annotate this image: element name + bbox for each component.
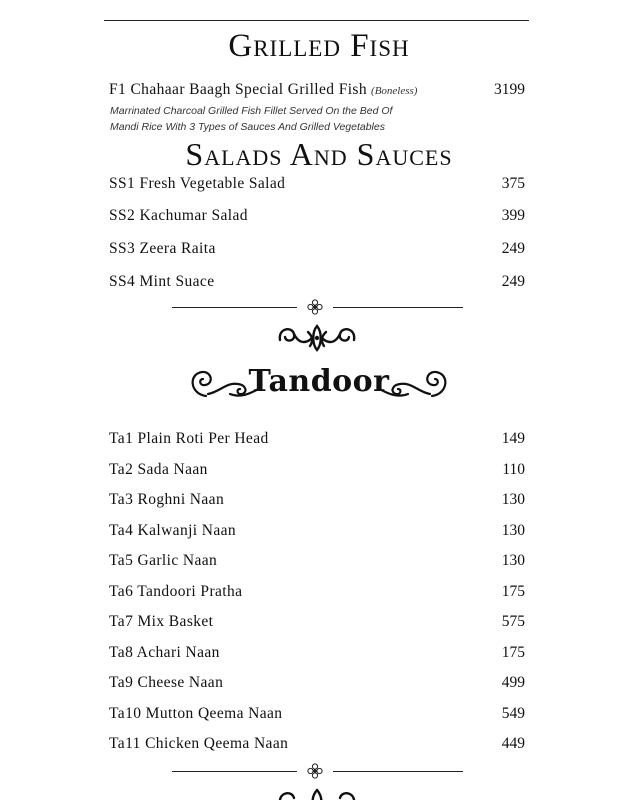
item-name: SS2 Kachumar Salad bbox=[109, 207, 248, 224]
item-price: 449 bbox=[501, 735, 525, 752]
item-description bbox=[110, 103, 440, 135]
item-price: 130 bbox=[501, 491, 525, 508]
menu-item bbox=[109, 273, 525, 295]
scroll-ornament-icon bbox=[272, 318, 362, 358]
item-name: Ta7 Mix Basket bbox=[109, 613, 214, 630]
flower-ornament-icon bbox=[307, 299, 323, 315]
menu-item bbox=[109, 207, 525, 229]
menu-item bbox=[109, 175, 525, 197]
item-name: Ta5 Garlic Naan bbox=[109, 552, 218, 569]
description-line: Mandi Rice With 3 Types of Sauces And Grilled Vegetables bbox=[110, 121, 385, 133]
menu-item bbox=[109, 674, 525, 696]
item-name: Ta2 Sada Naan bbox=[109, 461, 208, 478]
item-name: SS4 Mint Suace bbox=[109, 273, 215, 290]
item-name: Ta3 Roghni Naan bbox=[109, 491, 225, 508]
item-name: Ta8 Achari Naan bbox=[109, 644, 220, 661]
item-price: 499 bbox=[501, 674, 525, 691]
item-price: 399 bbox=[501, 207, 525, 224]
item-name: Ta6 Tandoori Pratha bbox=[109, 583, 243, 600]
menu-item bbox=[109, 644, 525, 666]
item-price: 249 bbox=[501, 240, 525, 257]
menu-item bbox=[109, 430, 525, 452]
section-title-tandoor: Tandoor bbox=[248, 364, 390, 399]
item-price: 249 bbox=[501, 273, 525, 290]
item-price: 575 bbox=[501, 613, 525, 630]
item-name: Ta10 Mutton Qeema Naan bbox=[109, 705, 283, 722]
item-name: F1 Chahaar Baagh Special Grilled Fish bbox=[109, 81, 368, 98]
menu-item bbox=[109, 583, 525, 605]
section-title-salads: Salads And Sauces bbox=[185, 136, 453, 172]
menu-item bbox=[109, 491, 525, 513]
divider-left bbox=[172, 307, 297, 308]
divider-right bbox=[333, 307, 463, 308]
item-name: Ta1 Plain Roti Per Head bbox=[109, 430, 269, 447]
menu-item-f1 bbox=[109, 81, 525, 103]
item-price: 175 bbox=[501, 644, 525, 661]
menu-item bbox=[109, 735, 525, 757]
item-price: 375 bbox=[501, 175, 525, 192]
item-name: SS1 Fresh Vegetable Salad bbox=[109, 175, 286, 192]
item-price: 110 bbox=[502, 461, 525, 478]
item-price: 149 bbox=[501, 430, 525, 447]
item-price: 130 bbox=[501, 552, 525, 569]
item-price: 549 bbox=[501, 705, 525, 722]
item-name: Ta4 Kalwanji Naan bbox=[109, 522, 237, 539]
top-divider bbox=[104, 20, 529, 21]
item-name: SS3 Zeera Raita bbox=[109, 240, 216, 257]
menu-item bbox=[109, 522, 525, 544]
divider-right bbox=[333, 771, 463, 772]
item-price: 130 bbox=[501, 522, 525, 539]
menu-item bbox=[109, 613, 525, 635]
flower-ornament-icon bbox=[307, 763, 323, 779]
menu-item bbox=[109, 705, 525, 727]
scroll-ornament-icon bbox=[272, 782, 362, 800]
item-price: 3199 bbox=[494, 81, 525, 98]
item-price: 175 bbox=[501, 583, 525, 600]
flourish-right-icon bbox=[376, 364, 452, 404]
menu-item bbox=[109, 552, 525, 574]
divider-left bbox=[172, 771, 297, 772]
menu-item bbox=[109, 240, 525, 262]
item-name: Ta9 Cheese Naan bbox=[109, 674, 224, 691]
item-note: (Boneless) bbox=[371, 85, 418, 97]
item-name: Ta11 Chicken Qeema Naan bbox=[109, 735, 289, 752]
menu-item bbox=[109, 461, 525, 483]
section-title-grilled-fish: Grilled Fish bbox=[228, 28, 410, 64]
description-line: Marrinated Charcoal Grilled Fish Fillet Served On the Bed Of bbox=[110, 105, 393, 117]
